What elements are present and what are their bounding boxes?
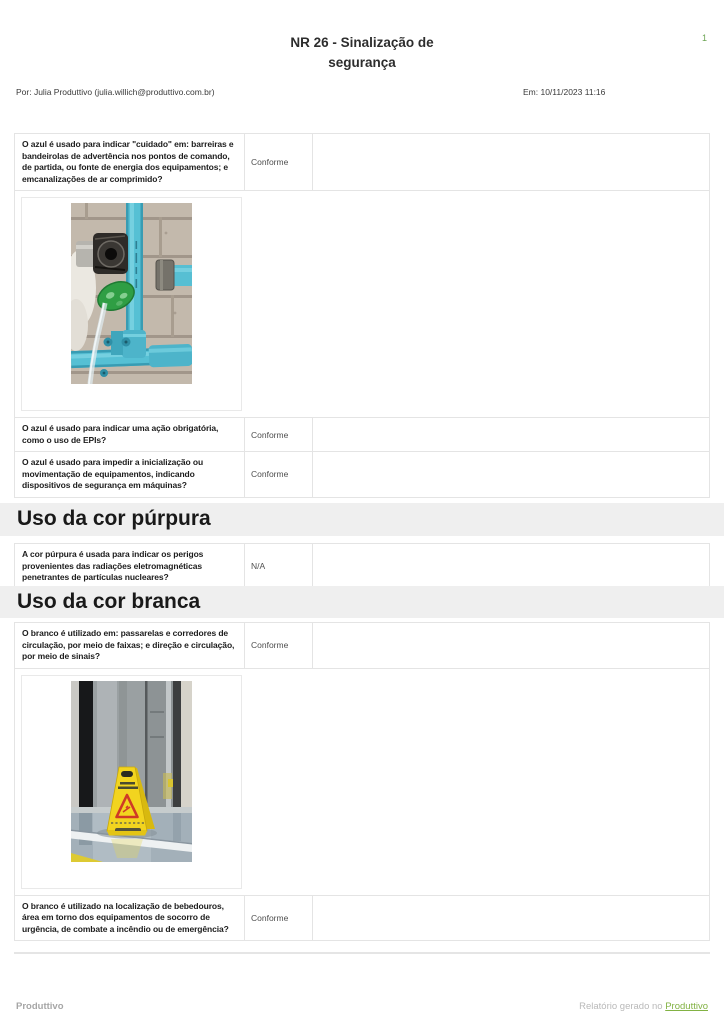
table-row (15, 418, 710, 452)
question-cell: O azul é usado para impedir a inicialização ou movimentação de equipamentos, indicando dispositivos de segurança em máquinas? (15, 452, 245, 498)
footer-generated-prefix: Relatório gerado no (579, 1001, 663, 1012)
photo-cell (15, 668, 710, 895)
photo-blue-pipes (71, 203, 192, 384)
table-row (15, 452, 710, 498)
photo-row (15, 191, 710, 418)
answer-cell: Conforme (245, 452, 313, 498)
checklist-table-purpura (14, 543, 710, 590)
report-meta (16, 87, 724, 99)
answer-cell: Conforme (245, 134, 313, 191)
question-cell: O branco é utilizado na localização de bebedouros, área em torno dos equipamentos de socorro de urgência, de combate a incêndio ou de emergência? (15, 895, 245, 941)
page-title (0, 33, 724, 73)
photo-row (15, 668, 710, 895)
photo-frame (21, 197, 242, 411)
table-row (15, 623, 710, 669)
photo-frame (21, 675, 242, 889)
photo-wet-floor-sign (71, 681, 192, 862)
question-cell: A cor púrpura é usada para indicar os perigos provenientes das radiações eletromagnéticas penetrantes de partículas nucleares? (15, 544, 245, 590)
question-cell: O azul é usado para indicar "cuidado" em: barreiras e bandeirolas de advertência nos pontos de comando, de partida, ou fonte de energia dos equipamentos; e emcanalizações de ar comprimido? (15, 134, 245, 191)
notes-cell (313, 452, 710, 498)
notes-cell (313, 544, 710, 590)
question-cell: O branco é utilizado em: passarelas e corredores de circulação, por meio de faixas; e direção e circulação, por meio de sinais? (15, 623, 245, 669)
notes-cell (313, 134, 710, 191)
notes-cell (313, 895, 710, 941)
page-footer (16, 1001, 708, 1012)
page-number: 1 (701, 33, 707, 43)
footer-generated-text (579, 1001, 708, 1012)
notes-cell (313, 623, 710, 669)
checklist-table-branca (14, 622, 710, 941)
footer-brand: Produttivo (16, 1001, 64, 1012)
answer-cell: Conforme (245, 418, 313, 452)
table-row (15, 895, 710, 941)
section-heading-purpura: Uso da cor púrpura (0, 503, 724, 536)
footer-divider (14, 952, 710, 954)
page-title-text: NR 26 - Sinalização de segurança (290, 35, 434, 70)
datetime-line: Em: 10/11/2023 11:16 (523, 87, 606, 97)
checklist-table-blue (14, 133, 710, 498)
answer-cell: Conforme (245, 623, 313, 669)
author-line: Por: Julia Produttivo (julia.willich@produttivo.com.br) (16, 87, 215, 97)
section-heading-branca: Uso da cor branca (0, 586, 724, 618)
photo-cell (15, 191, 710, 418)
table-row (15, 134, 710, 191)
table-row (15, 544, 710, 590)
footer-produttivo-link[interactable]: Produttivo (665, 1001, 708, 1012)
question-cell: O azul é usado para indicar uma ação obrigatória, como o uso de EPIs? (15, 418, 245, 452)
answer-cell: Conforme (245, 895, 313, 941)
answer-cell: N/A (245, 544, 313, 590)
notes-cell (313, 418, 710, 452)
